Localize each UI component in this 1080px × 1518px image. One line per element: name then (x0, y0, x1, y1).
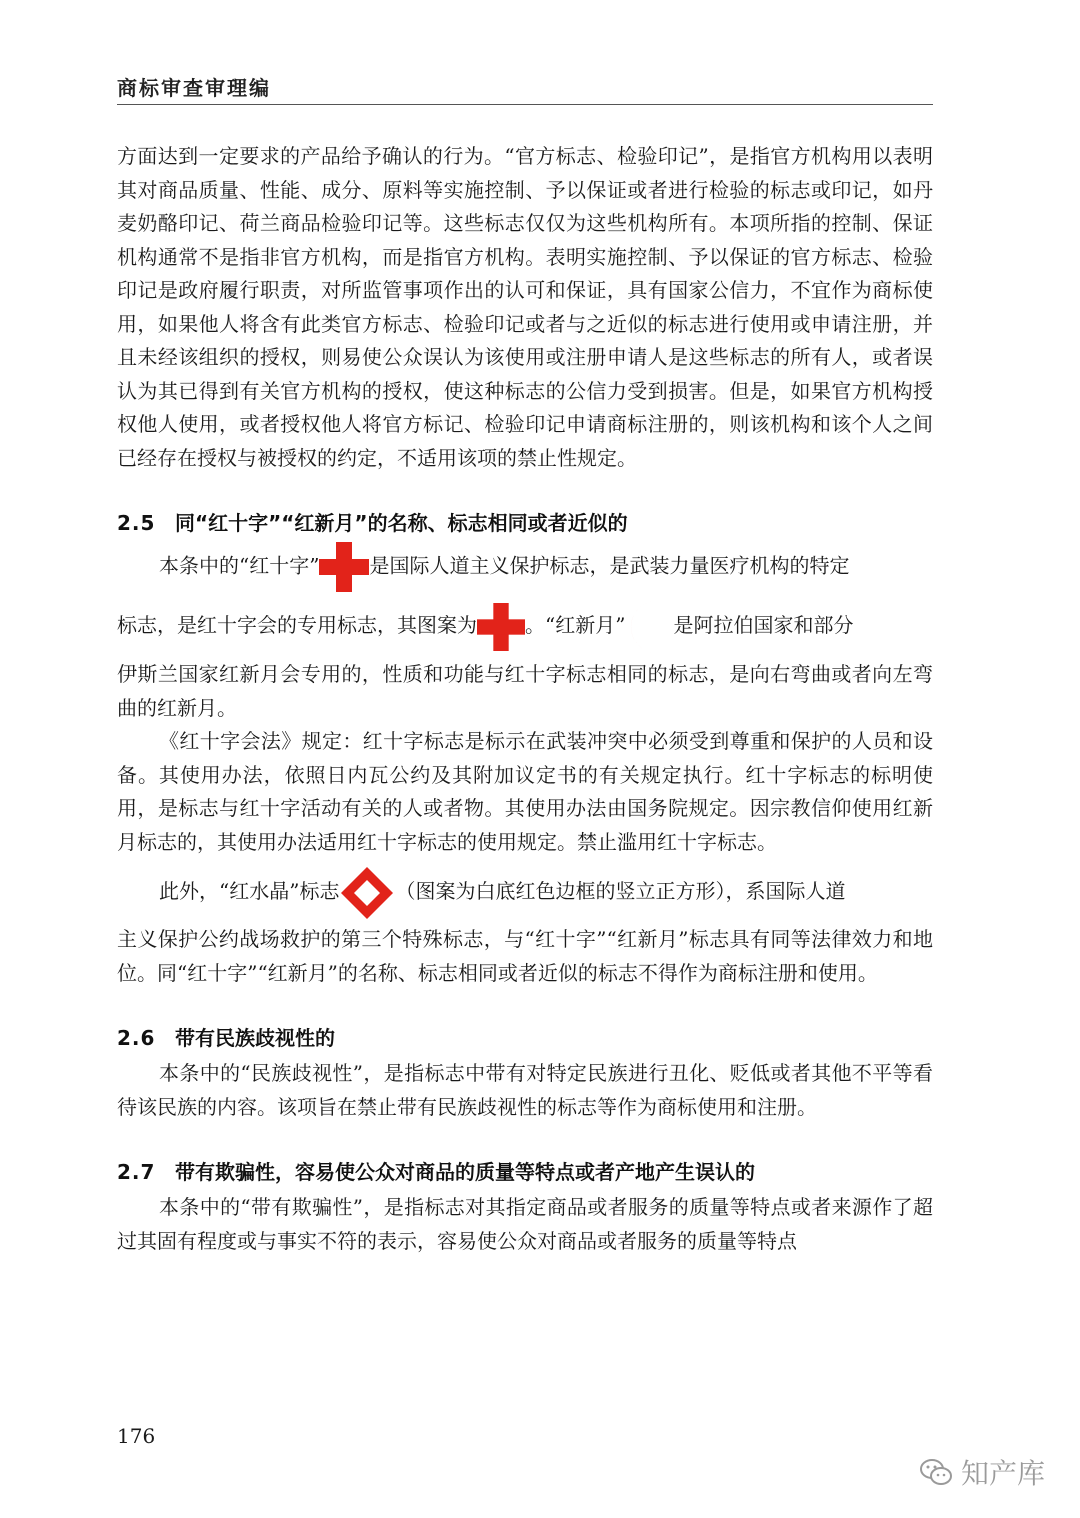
paragraph-ethnic-discrimination: 本条中的“民族歧视性”，是指标志中带有对特定民族进行丑化、贬低或者其他不平等看待该民族的内容。该项旨在禁止带有民族歧视性的标志等作为商标使用和注册。 (117, 1061, 933, 1119)
section-number: 2.5 (117, 511, 156, 535)
paragraph-red-crystal-rest: 主义保护公约战场救护的第三个特殊标志，与“红十字”“红新月”标志具有同等法律效力和地位。同“红十字”“红新月”的名称、标志相同或者近似的标志不得作为商标注册和使用。 (117, 927, 933, 985)
section-number: 2.6 (117, 1026, 156, 1050)
wechat-icon (919, 1457, 953, 1487)
section-number: 2.7 (117, 1160, 156, 1184)
section-heading-2-5 (117, 508, 933, 538)
text-run: 是国际人道主义保护标志，是武装力量医疗机构的特定 (369, 553, 850, 578)
page-number: 176 (117, 1424, 156, 1448)
paragraph-official-marks: 方面达到一定要求的产品给予确认的行为。“官方标志、检验印记”，是指官方机构用以表明其对商品质量、性能、成分、原料等实施控制、予以保证或者进行检验的标志或印记，如丹麦奶酪印记、荷兰商品检验印记等。这些标志仅仅为这些机构所有。本项所指的控制、保证机构通常不是指非官方机构，而是指官方机构。表明实施控制、予以保证的官方标志、检验印记是政府履行职责，对所监管事项作出的认可和保证，具有国家公信力，不宜作为商标使用，如果他人将含有此类官方标志、检验印记或者与之近似的标志进行使用或申请注册，并且未经该组织的授权，则易使公众误认为该使用或注册申请人是这些标志的所有人，或者误认为其已得到有关官方机构的授权，使这种标志的公信力受到损害。但是，如果官方机构授权他人使用，或者授权他人将官方标记、检验印记申请商标注册的，则该机构和该个人之间已经存在授权与被授权的约定，不适用该项的禁止性规定。 (117, 144, 933, 470)
section-title: 带有民族歧视性的 (175, 1026, 335, 1050)
red-cross-emblem (319, 542, 369, 592)
red-cross-emblem-small (477, 603, 525, 651)
paragraph-red-crystal-line1 (117, 859, 933, 923)
paragraph-deceptive: 本条中的“带有欺骗性”，是指标志对其指定商品或者服务的质量等特点或者来源作了超过其固有程度或与事实不符的表示，容易使公众对商品或者服务的质量等特点 (117, 1195, 933, 1253)
text-run: 。“红新月” (525, 613, 626, 637)
red-crescent-emblem (625, 599, 673, 655)
paragraph-red-cross-line1 (117, 542, 933, 592)
section-heading-2-7 (117, 1157, 933, 1187)
body-text (117, 140, 933, 1258)
paragraph-red-cross-law: 《红十字会法》规定：红十字标志是标示在武装冲突中必须受到尊重和保护的人员和设备。其使用办法，依照日内瓦公约及其附加议定书的有关规定执行。红十字标志的标明使用，是标志与红十字活动有关的人或者物。其使用办法由国务院规定。因宗教信仰使用红新月标志的，其使用办法适用红十字标志的使用规定。禁止滥用红十字标志。 (117, 729, 933, 854)
text-run: （图案为白底红色边框的竖立正方形），系国际人道 (395, 879, 846, 903)
section-heading-2-6 (117, 1023, 933, 1053)
text-run: 本条中的“红十字” (159, 553, 320, 578)
paragraph-red-cross-line2 (117, 592, 933, 658)
text-run: 是阿拉伯国家和部分 (673, 613, 854, 637)
text-run: 标志，是红十字会的专用标志，其图案为 (117, 613, 477, 637)
text-run: 此外，“红水晶”标志 (159, 879, 340, 903)
running-header: 商标审查审理编 (117, 76, 271, 100)
section-title: 同“红十字”“红新月”的名称、标志相同或者近似的 (175, 511, 628, 535)
red-crystal-emblem (339, 865, 395, 921)
header-rule (117, 104, 933, 105)
paragraph-red-crescent: 伊斯兰国家红新月会专用的，性质和功能与红十字标志相同的标志，是向右弯曲或者向左弯曲的红新月。 (117, 662, 933, 720)
watermark-text: 知产库 (960, 1457, 1045, 1490)
section-title: 带有欺骗性，容易使公众对商品的质量等特点或者产地产生误认的 (175, 1160, 755, 1184)
watermark (919, 1452, 1045, 1492)
